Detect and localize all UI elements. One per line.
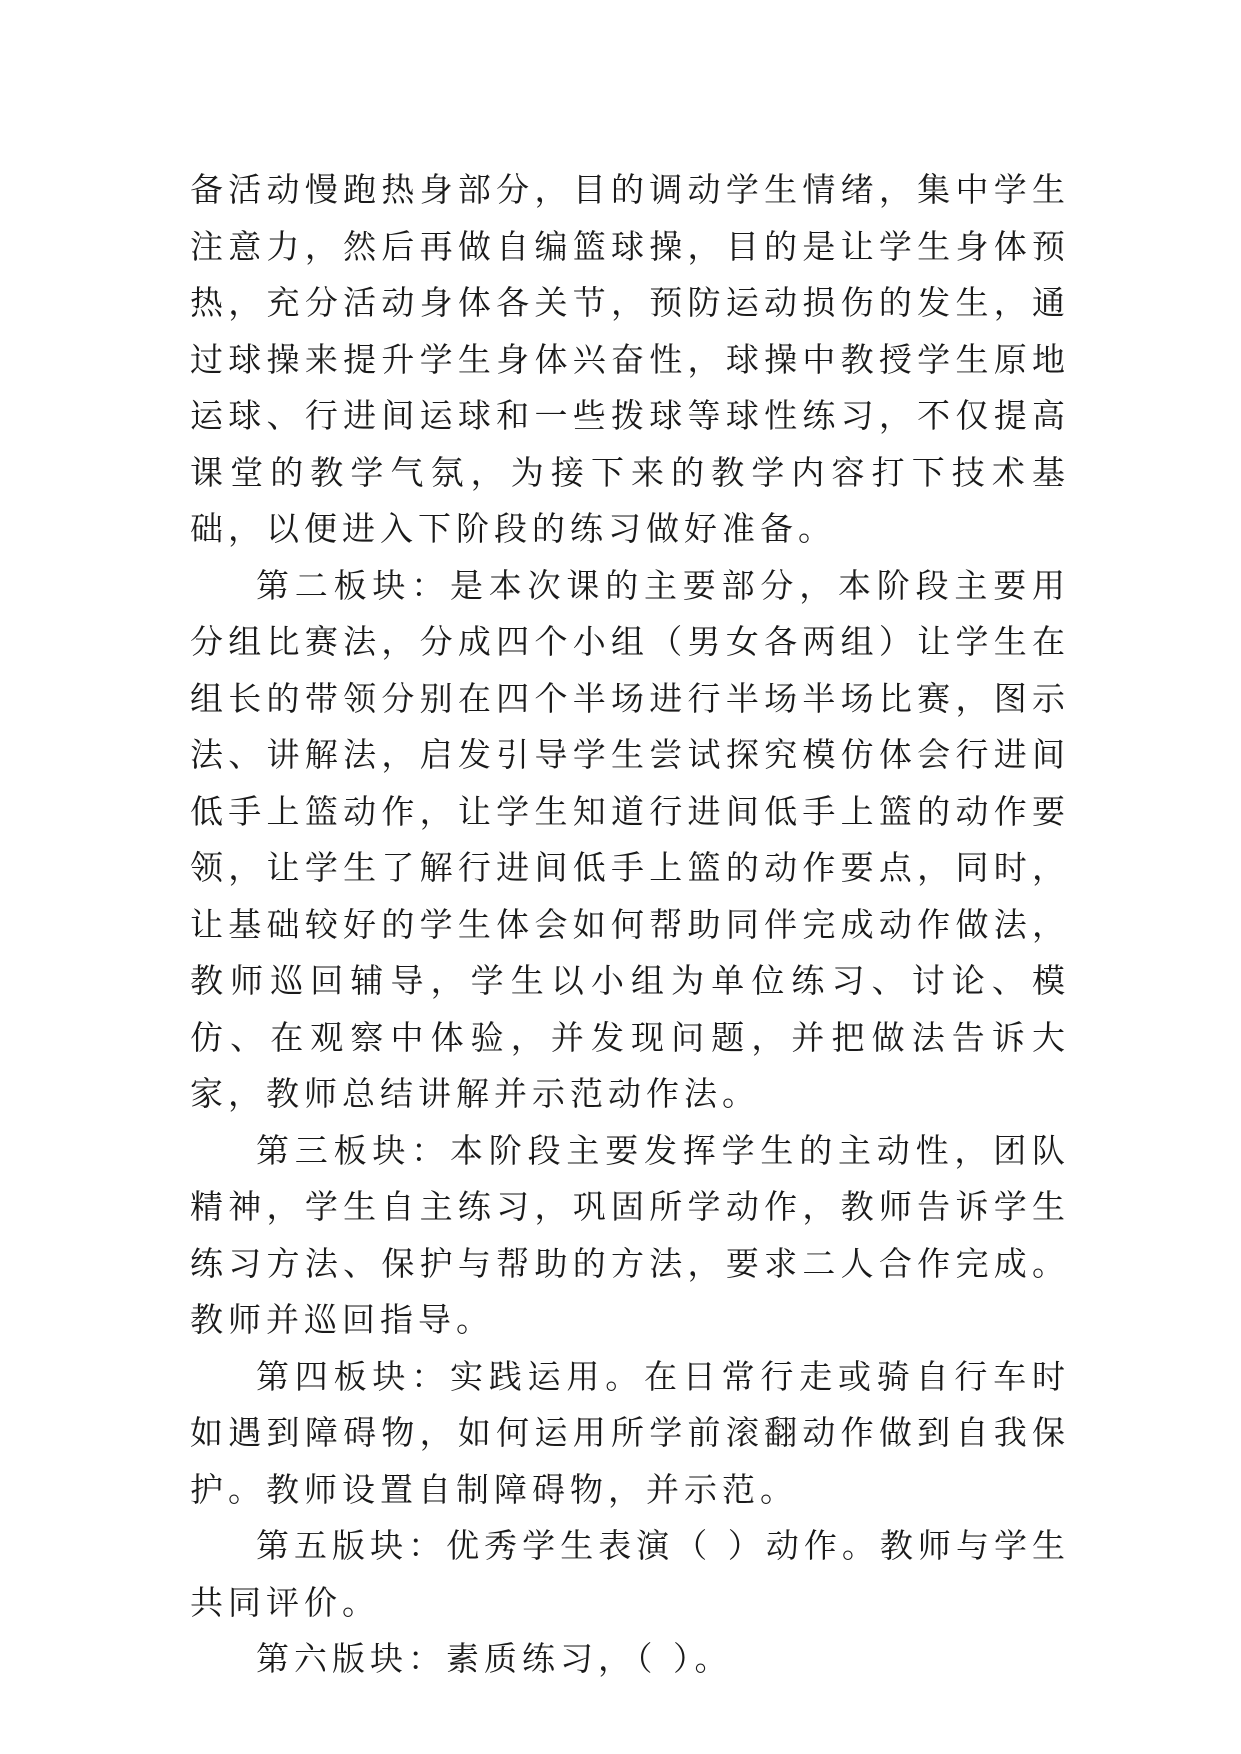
- document-body: [190, 162, 1070, 1688]
- paragraph-section-two: 第二板块：是本次课的主要部分，本阶段主要用分组比赛法，分成四个小组（男女各两组）让学生在组长的带领分别在四个半场进行半场半场比赛，图示法、讲解法，启发引导学生尝试探究模仿体会行进间低手上篮动作，让学生知道行进间低手上篮的动作要领，让学生了解行进间低手上篮的动作要点，同时，让基础较好的学生体会如何帮助同伴完成动作做法，教师巡回辅导，学生以小组为单位练习、讨论、模仿、在观察中体验，并发现问题，并把做法告诉大家，教师总结讲解并示范动作法。: [190, 565, 1070, 1113]
- paragraph-section-three: 第三板块：本阶段主要发挥学生的主动性，团队精神，学生自主练习，巩固所学动作，教师告诉学生练习方法、保护与帮助的方法，要求二人合作完成。教师并巡回指导。: [190, 1130, 1070, 1339]
- paragraph-section-five: 第五版块：优秀学生表演（ ）动作。教师与学生共同评价。: [190, 1526, 1070, 1622]
- paragraph-warmup: 备活动慢跑热身部分，目的调动学生情绪，集中学生注意力，然后再做自编篮球操，目的是让学生身体预热，充分活动身体各关节，预防运动损伤的发生，通过球操来提升学生身体兴奋性，球操中教授学生原地运球、行进间运球和一些拨球等球性练习，不仅提高课堂的教学气氛，为接下来的教学内容打下技术基础，以便进入下阶段的练习做好准备。: [190, 170, 1070, 548]
- paragraph-section-four: 第四板块：实践运用。在日常行走或骑自行车时如遇到障碍物，如何运用所学前滚翻动作做到自我保护。教师设置自制障碍物，并示范。: [190, 1356, 1070, 1509]
- paragraph-section-six: 第六版块：素质练习，（ ）。: [256, 1639, 733, 1678]
